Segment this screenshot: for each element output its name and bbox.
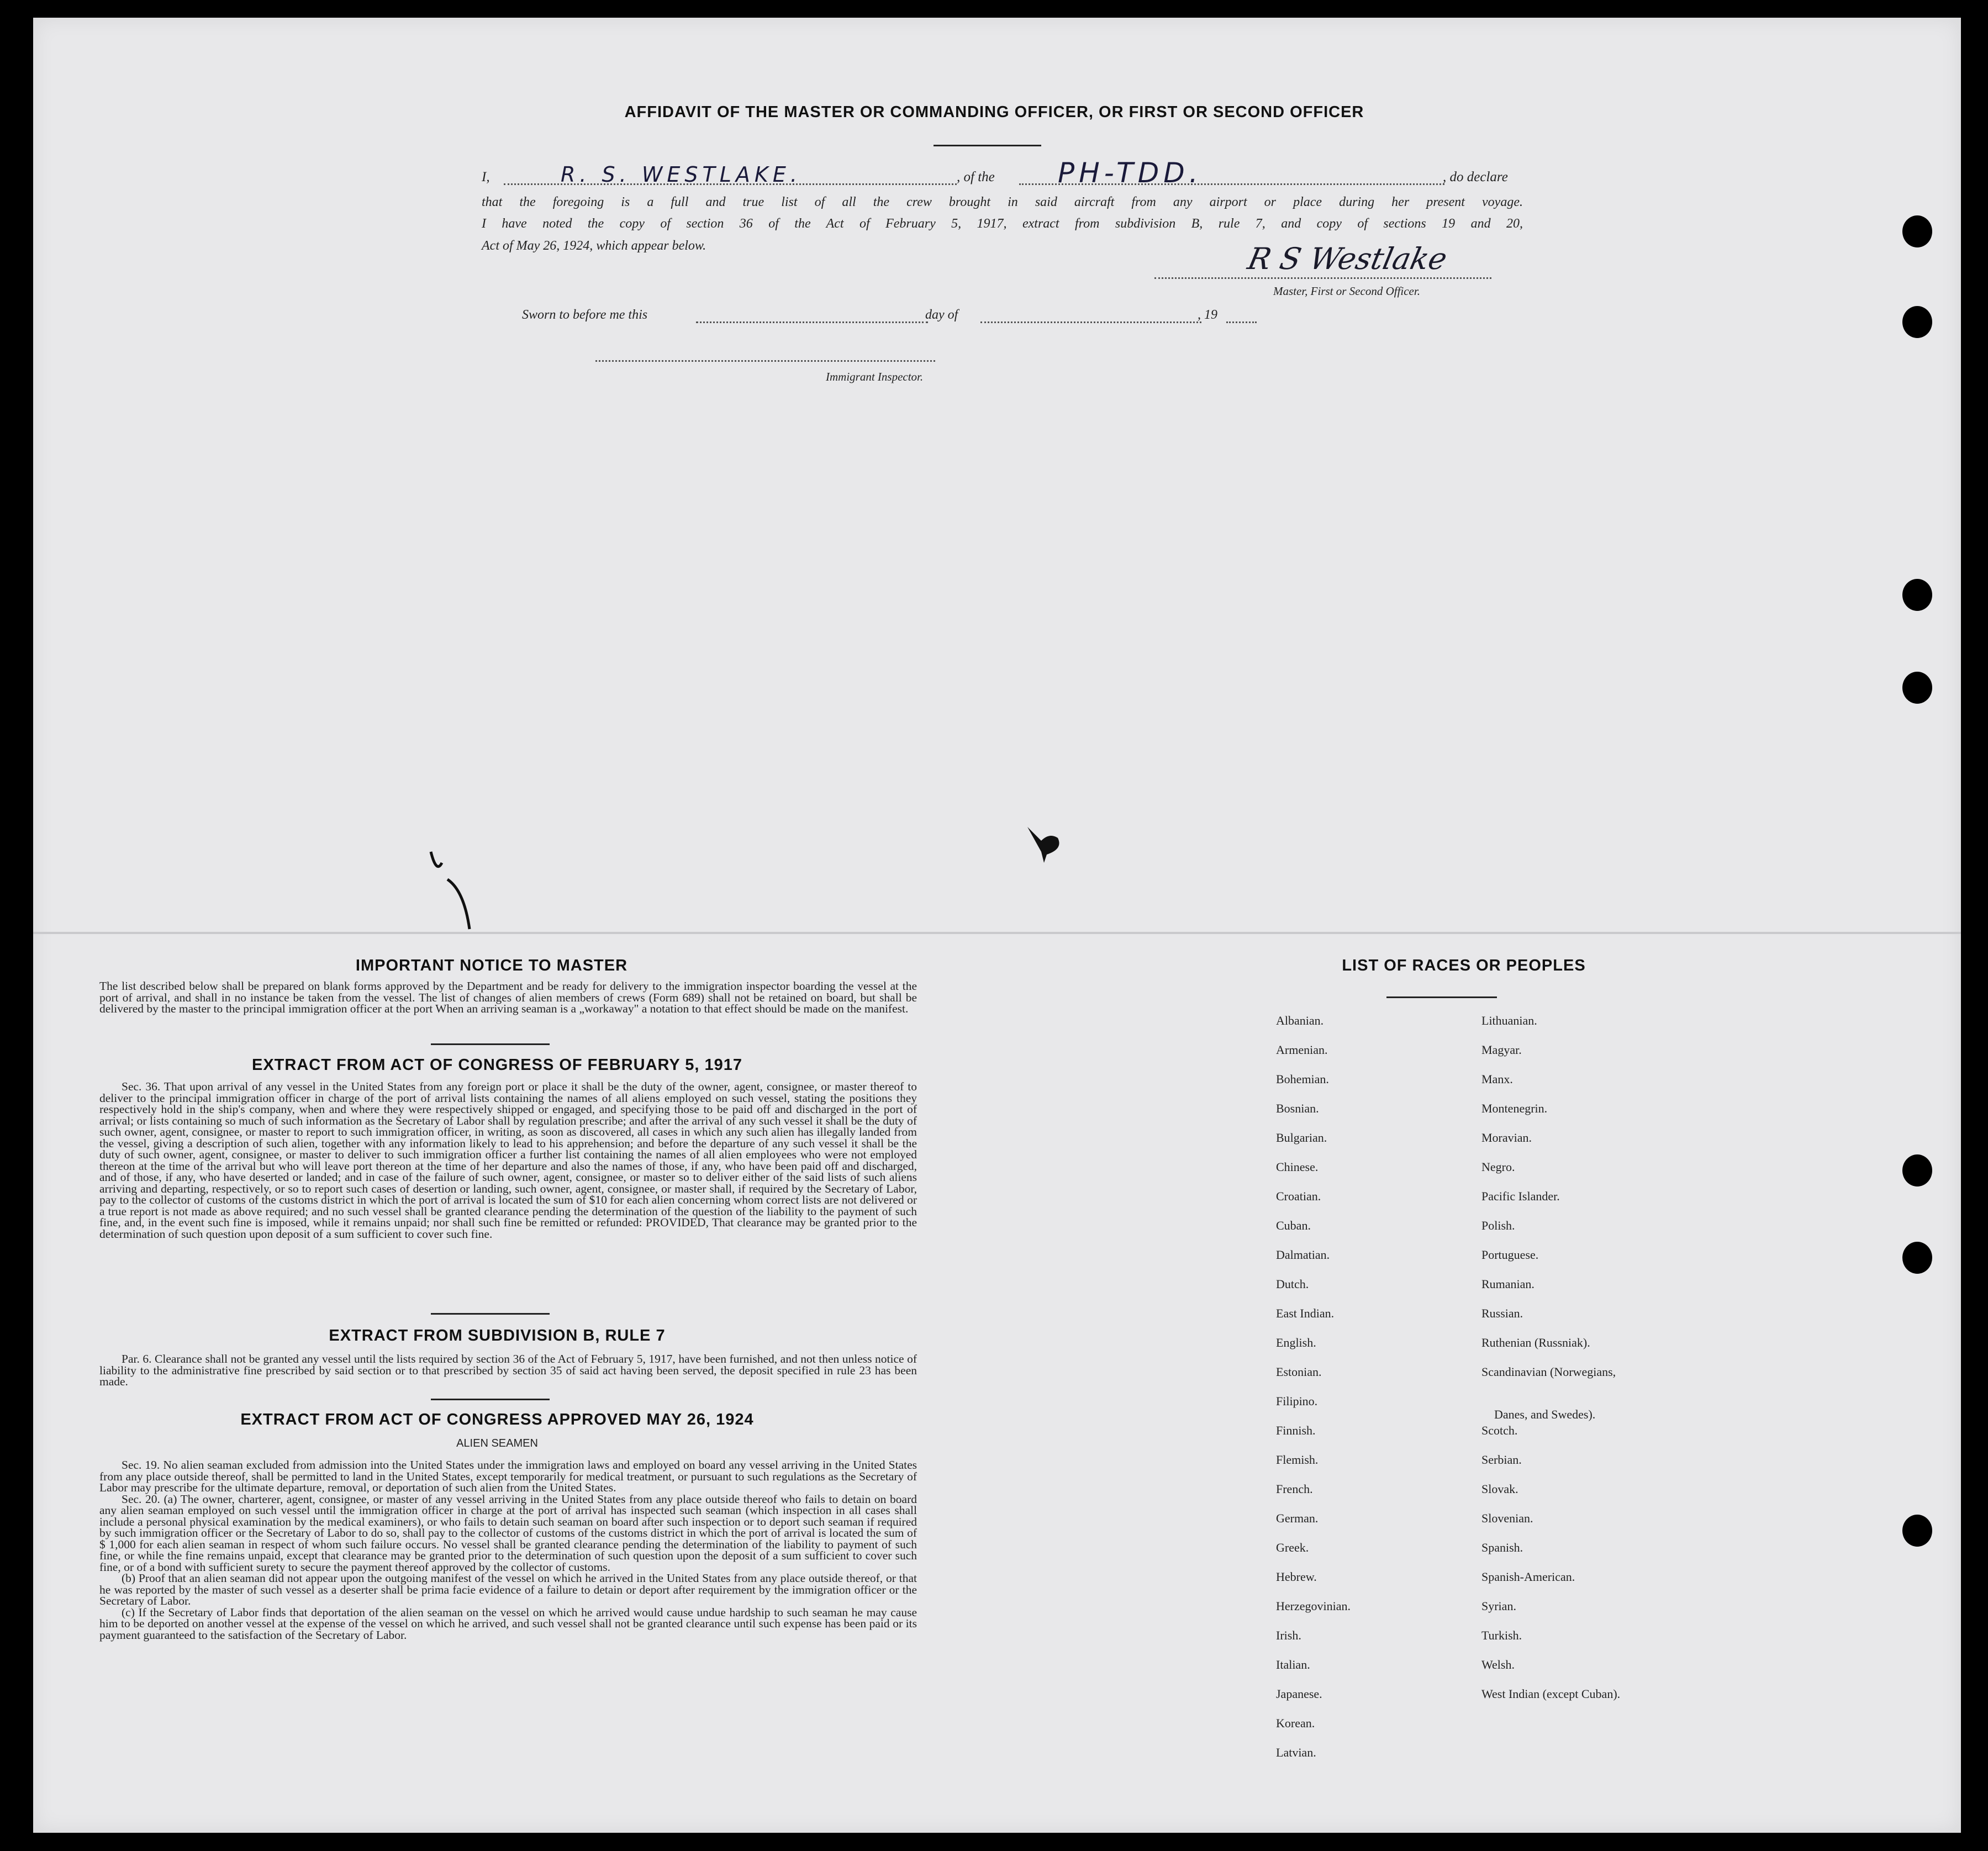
race-item: Spanish. [1481, 1541, 1523, 1554]
extract-rule7-text: Par. 6. Clearance shall not be granted any vessel until the lists required by section 36 of the Act of February 5, 1917, have been furnished, and not then unless notice of liability to the administrative fine prescribed by said section or to that prescribed by section 35 of said act having been served, the deposit specified in rule 23 has been made. [99, 1352, 917, 1388]
ink-mark [414, 835, 492, 946]
race-item: Scotch. [1481, 1423, 1518, 1437]
race-item: Lithuanian. [1481, 1014, 1537, 1027]
divider [934, 145, 1041, 146]
race-item: Pacific Islander. [1481, 1189, 1560, 1203]
divider [431, 1313, 550, 1315]
race-item: Manx. [1481, 1072, 1513, 1086]
race-item: Montenegrin. [1481, 1101, 1548, 1115]
race-item: Estonian. [1276, 1365, 1322, 1379]
notice-title: IMPORTANT NOTICE TO MASTER [355, 957, 628, 974]
race-item: Syrian. [1481, 1599, 1516, 1613]
extract-1924-subtitle: ALIEN SEAMEN [456, 1437, 538, 1449]
signature-caption: Master, First or Second Officer. [1273, 284, 1420, 298]
race-item: Irish. [1276, 1628, 1301, 1642]
extract-1917-title: EXTRACT FROM ACT OF CONGRESS OF FEBRUARY 5, 1917 [251, 1056, 743, 1074]
race-item: Bohemian. [1276, 1072, 1329, 1086]
race-item: Ruthenian (Russniak). [1481, 1336, 1590, 1349]
divider [431, 1043, 550, 1045]
race-item: French. [1276, 1482, 1313, 1496]
race-item: Cuban. [1276, 1219, 1311, 1232]
sworn-month-line [980, 321, 1201, 323]
race-item: Latvian. [1276, 1745, 1316, 1759]
ink-blot [1025, 821, 1074, 866]
punch-hole [1902, 579, 1932, 611]
race-item: Hebrew. [1276, 1570, 1317, 1584]
race-item: Serbian. [1481, 1453, 1522, 1467]
affidavit-title: AFFIDAVIT OF THE MASTER OR COMMANDING OFFICER, OR FIRST OR SECOND OFFICER [624, 103, 1364, 121]
race-item: English. [1276, 1336, 1316, 1349]
affidavit-line2: that the foregoing is a full and true list of all the crew brought in said aircraft from any airport or place during her present voyage. [482, 195, 1523, 209]
divider [431, 1399, 550, 1400]
race-item: German. [1276, 1511, 1319, 1525]
race-item: Bulgarian. [1276, 1131, 1327, 1145]
race-item: Armenian. [1276, 1043, 1328, 1057]
race-item: Moravian. [1481, 1131, 1532, 1145]
sworn-prefix: Sworn to before me this [522, 308, 648, 322]
fold-line [33, 932, 1961, 934]
extract-1917-text: Sec. 36. That upon arrival of any vessel in the United States from any foreign port or place it shall be the duty of the owner, agent, consignee, or master thereof to deliver to the principal immigration officer in charge of the port of arrival lists containing the names of all aliens employed on such vessel, stating the positions they respectively hold in the ship's company, when and where they were respectively shipped or engaged, and specifying those to be paid off and discharged in the port of arrival; or lists containing so much of such information as the Secretary of Labor shall by regulation prescribe; and after the arrival of any such vessel it shall be the duty of such owner, agent, consignee, or master to report to such immigration officer, in writing, as soon as discovered, all cases in which any such alien has illegally landed from the vessel, giving a description of such alien, together with any information likely to lead to his apprehension; and before the departure of any such vessel it shall be the duty of such owner, agent, consignee, or master to deliver to such immigration officer a further list containing the names of all alien employees who were not employed thereon at the time of the arrival but who will leave port thereon at the time of her departure and also the names of those, if any, who have been paid off and discharged, and of those, if any, who have deserted or landed; and in case of the failure of such owner, agent, consignee, or master so to deliver either of the said lists of such aliens arriving and departing, respectively, or so to report such cases of desertion or landing, such owner, agent, consignee, or master shall, if required by the Secretary of Labor, pay to the collector of customs of the customs district in which the port of arrival is located the sum of $10 for each alien concerning whom correct lists are not delivered or a true report is not made as above required; and no such vessel shall be granted clearance pending the determination of the question of the liability to the payment of such fine, and, in the event such fine is imposed, while it remains unpaid; nor shall such fine be remitted or refunded: PROVIDED, That clearance may be granted prior to the determination of such question upon deposit of a sum sufficient to cover such fine. [99, 1080, 917, 1241]
affidavit-prefix: I, [482, 170, 490, 184]
race-item: Russian. [1481, 1306, 1523, 1320]
punch-hole [1902, 1515, 1932, 1547]
inspector-caption: Immigrant Inspector. [826, 370, 924, 383]
sec20c-text: (c) If the Secretary of Labor finds that deportation of the alien seaman on the vessel on which he arrived would cause undue hardship to such seaman he may cause him to be deported on another vessel at the expense of the vessel on which he arrived, and such vessel shall not be granted clearance until such expense has been paid or its payment guaranteed to the satisfaction of the Secretary of Labor. [99, 1605, 917, 1642]
race-item: Spanish-American. [1481, 1570, 1575, 1584]
sworn-year-line [1226, 321, 1257, 323]
signature-handwritten: R S Westlake [1245, 241, 1451, 276]
inspector-line [595, 360, 935, 362]
sworn-day-label: day of [925, 308, 958, 322]
document-sheet [33, 18, 1961, 1833]
punch-hole [1902, 672, 1932, 704]
race-item: Herzegovinian. [1276, 1599, 1351, 1613]
race-item: Danes, and Swedes). [1494, 1407, 1596, 1421]
extract-1924-title: EXTRACT FROM ACT OF CONGRESS APPROVED MAY 26, 1924 [240, 1411, 754, 1428]
sec19-text: Sec. 19. No alien seaman excluded from admission into the United States under the immigration laws and employed on board any vessel arriving in the United States from any place outside thereof, shall be permitted to land in the United States, except temporarily for medical treatment, or pursuant to such regulations as the Secretary of Labor may prescribe for the ultimate departure, removal, or deportation of such alien from the United States. [99, 1458, 917, 1494]
race-item: Croatian. [1276, 1189, 1321, 1203]
race-item: Turkish. [1481, 1628, 1522, 1642]
race-item: Magyar. [1481, 1043, 1522, 1057]
punch-hole [1902, 1154, 1932, 1186]
race-item: Welsh. [1481, 1658, 1515, 1671]
signature-line [1154, 277, 1491, 279]
race-item: Filipino. [1276, 1394, 1318, 1408]
race-item: Italian. [1276, 1658, 1310, 1671]
race-item: East Indian. [1276, 1306, 1335, 1320]
extract-rule7-title: EXTRACT FROM SUBDIVISION B, RULE 7 [329, 1327, 666, 1344]
punch-hole [1902, 306, 1932, 338]
affidavit-line4: Act of May 26, 1924, which appear below. [482, 239, 706, 253]
do-declare-label: , do declare [1443, 170, 1508, 184]
race-item: Greek. [1276, 1541, 1309, 1554]
race-item: Japanese. [1276, 1687, 1322, 1701]
vessel-handwritten: PH-TDD. [1058, 157, 1203, 189]
race-item: Bosnian. [1276, 1101, 1319, 1115]
sworn-date-line [696, 321, 928, 323]
race-item: Negro. [1481, 1160, 1515, 1174]
of-the-label: , of the [957, 170, 995, 184]
race-item: Portuguese. [1481, 1248, 1539, 1262]
sec20a-text: Sec. 20. (a) The owner, charterer, agent, consignee, or master of any vessel arriving in the United States from any place outside thereof who fails to detain on board any alien seaman employed on such vessel until the immigration officer in charge at the port of arrival has inspected such seaman (which inspection in all cases shall include a personal physical examination by the medical examiners), or who fails to detain such seaman on board after such inspection or to deport such seaman if required by such immigration officer or the Secretary of Labor to do so, shall pay to the collector of customs of the customs district in which the port of arrival is located the sum of $ 1,000 for each alien seaman in respect of whom such failure occurs. No vessel shall be granted clearance pending the determination of the liability to payment of such fine, or while the fine remains unpaid, except that clearance may be granted prior to the determination of such question upon the deposit of a sum sufficient to cover such fine, or of a bond with sufficient surety to secure the payment thereof approved by the collector of customs. [99, 1492, 917, 1574]
master-name-handwritten: R. S. WESTLAKE. [561, 162, 801, 187]
race-item: Chinese. [1276, 1160, 1319, 1174]
sec20b-text: (b) Proof that an alien seaman did not appear upon the outgoing manifest of the vessel on which he arrived in the United States from any place outside thereof, or that he was reported by the master of such vessel as a deserter shall be prima facie evidence of a failure to detain or deport after requirement by the immigration officer or the Secretary of Labor. [99, 1571, 917, 1607]
race-item: Scandinavian (Norwegians, [1481, 1365, 1616, 1379]
punch-hole [1902, 215, 1932, 247]
race-item: Finnish. [1276, 1423, 1316, 1437]
divider [1386, 996, 1497, 998]
notice-text: The list described below shall be prepared on blank forms approved by the Department and be ready for delivery to the immigration inspector boarding the vessel at the port of arrival, and shall in no instance be taken from the vessel. The list of changes of alien members of crews (Form 689) shall not be retained on board, but shall be delivered by the master to the principal immigration officer at the port When an arriving seaman is a „workaway" a notation to that effect should be made on the manifest. [99, 979, 917, 1015]
races-title: LIST OF RACES OR PEOPLES [1342, 957, 1586, 974]
race-item: Polish. [1481, 1219, 1515, 1232]
race-item: Dutch. [1276, 1277, 1309, 1291]
race-item: Korean. [1276, 1716, 1315, 1730]
punch-hole [1902, 1242, 1932, 1274]
extract-1924-body [99, 1459, 917, 1641]
affidavit-line3: I have noted the copy of section 36 of the Act of February 5, 1917, extract from subdivision B, rule 7, and copy of sections 19 and 20, [482, 217, 1523, 231]
race-item: Slovenian. [1481, 1511, 1533, 1525]
race-item: Albanian. [1276, 1014, 1324, 1027]
race-item: West Indian (except Cuban). [1481, 1687, 1621, 1701]
race-item: Slovak. [1481, 1482, 1518, 1496]
race-item: Dalmatian. [1276, 1248, 1330, 1262]
sworn-year-label: , 19 [1198, 308, 1217, 322]
race-item: Flemish. [1276, 1453, 1319, 1467]
race-item: Rumanian. [1481, 1277, 1534, 1291]
